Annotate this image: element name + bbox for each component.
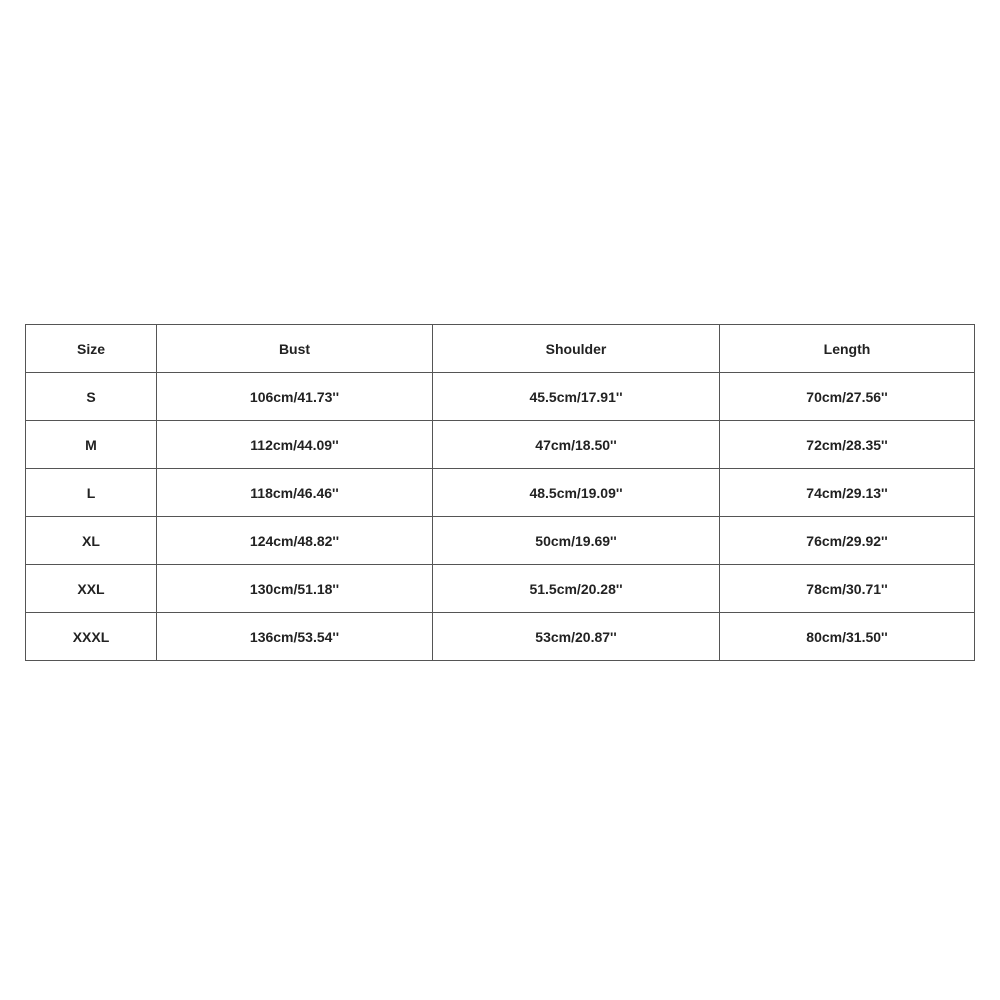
cell-length: 76cm/29.92'' (720, 517, 975, 565)
cell-shoulder: 48.5cm/19.09'' (433, 469, 720, 517)
cell-bust: 130cm/51.18'' (157, 565, 433, 613)
cell-length: 78cm/30.71'' (720, 565, 975, 613)
cell-bust: 112cm/44.09'' (157, 421, 433, 469)
header-shoulder: Shoulder (433, 325, 720, 373)
table-row (26, 469, 975, 517)
cell-shoulder: 47cm/18.50'' (433, 421, 720, 469)
cell-length: 72cm/28.35'' (720, 421, 975, 469)
cell-size: XXL (26, 565, 157, 613)
cell-bust: 106cm/41.73'' (157, 373, 433, 421)
cell-length: 74cm/29.13'' (720, 469, 975, 517)
cell-bust: 124cm/48.82'' (157, 517, 433, 565)
cell-size: M (26, 421, 157, 469)
cell-length: 70cm/27.56'' (720, 373, 975, 421)
size-chart-table (25, 324, 975, 661)
cell-shoulder: 45.5cm/17.91'' (433, 373, 720, 421)
table-row (26, 373, 975, 421)
cell-size: S (26, 373, 157, 421)
table-row (26, 613, 975, 661)
cell-shoulder: 53cm/20.87'' (433, 613, 720, 661)
cell-size: XXXL (26, 613, 157, 661)
cell-bust: 136cm/53.54'' (157, 613, 433, 661)
table-row (26, 565, 975, 613)
header-length: Length (720, 325, 975, 373)
cell-shoulder: 51.5cm/20.28'' (433, 565, 720, 613)
table-row (26, 517, 975, 565)
cell-length: 80cm/31.50'' (720, 613, 975, 661)
header-bust: Bust (157, 325, 433, 373)
table-header-row (26, 325, 975, 373)
cell-size: L (26, 469, 157, 517)
cell-size: XL (26, 517, 157, 565)
cell-bust: 118cm/46.46'' (157, 469, 433, 517)
cell-shoulder: 50cm/19.69'' (433, 517, 720, 565)
header-size: Size (26, 325, 157, 373)
table-row (26, 421, 975, 469)
